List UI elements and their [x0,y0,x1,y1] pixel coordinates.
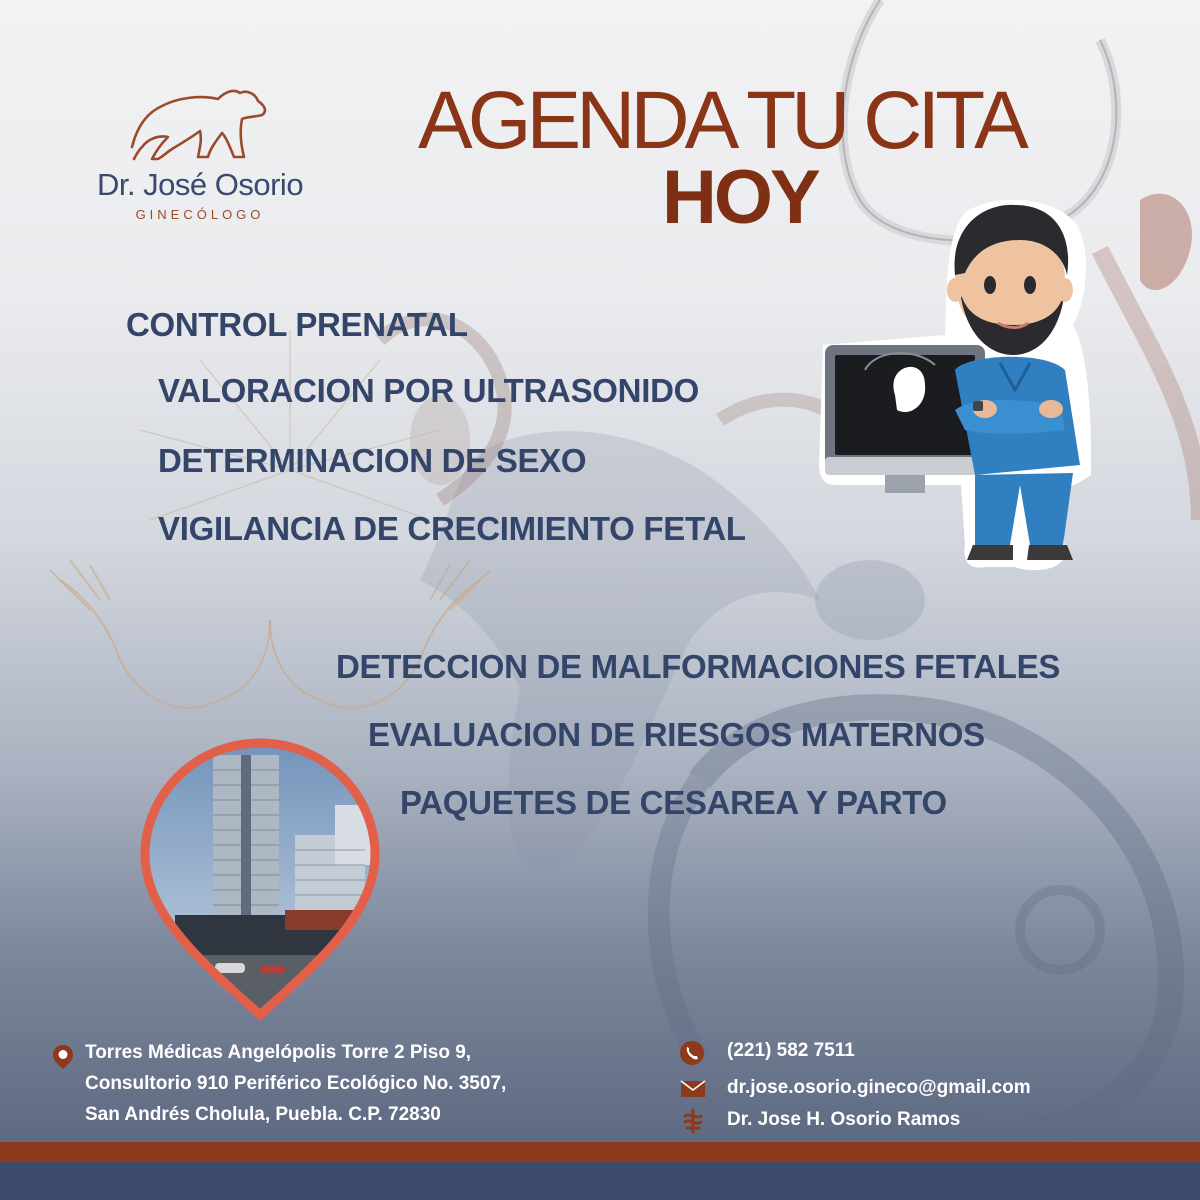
doctor-illustration [815,195,1095,575]
logo [60,85,350,235]
service-item: CONTROL PRENATAL [126,306,468,343]
caduceus-icon [680,1108,706,1134]
service-item: EVALUACION DE RIESGOS MATERNOS [368,716,985,753]
logo-subtitle: GINECÓLOGO [135,207,265,222]
service-item: VALORACION POR ULTRASONIDO [158,372,699,409]
address-line: Torres Médicas Angelópolis Torre 2 Piso 9, [85,1042,472,1063]
headline-emphasis: HOY [662,155,818,240]
envelope-icon [680,1080,706,1098]
footer-bar-accent [0,1142,1200,1162]
address-line: San Andrés Cholula, Puebla. C.P. 72830 [85,1104,441,1125]
logo-name: Dr. José Osorio [96,167,304,202]
phone-icon [679,1040,705,1066]
location-pin-photo [135,725,385,1025]
location-pin-icon [52,1044,74,1070]
service-item: DETECCION DE MALFORMACIONES FETALES [336,648,1061,685]
bear-icon [122,85,272,165]
footer-bar [0,1162,1200,1200]
doctor-full-name: Dr. Jose H. Osorio Ramos [727,1109,961,1130]
address-line: Consultorio 910 Periférico Ecológico No. 3507, [85,1073,507,1094]
email-address[interactable]: dr.jose.osorio.gineco@gmail.com [727,1077,1031,1098]
phone-number[interactable]: (221) 582 7511 [727,1040,855,1061]
service-item: PAQUETES DE CESAREA Y PARTO [400,784,947,821]
service-item: VIGILANCIA DE CRECIMIENTO FETAL [158,510,746,547]
headline: AGENDA TU CITA [418,75,1024,166]
service-item: DETERMINACION DE SEXO [158,442,587,479]
